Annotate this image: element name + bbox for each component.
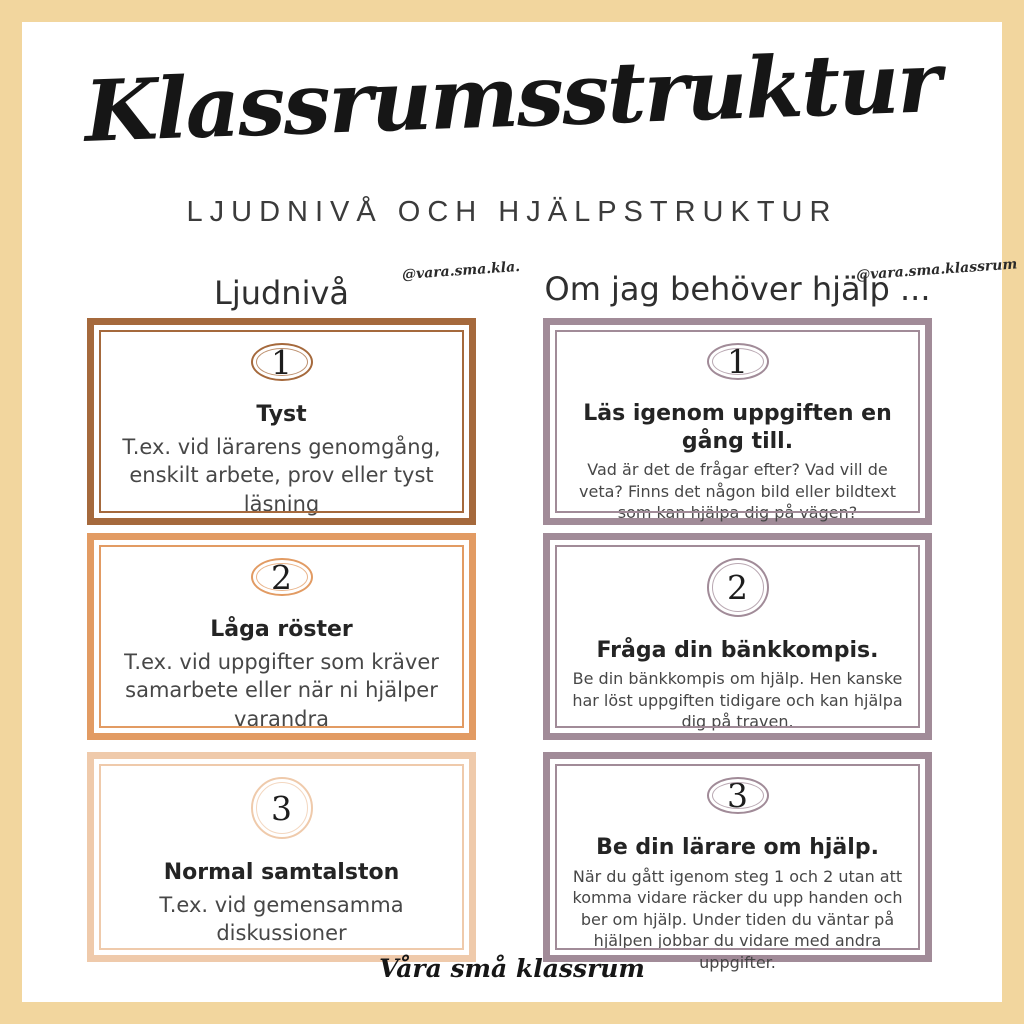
card-title: Läs igenom uppgiften en gång till. [583,401,892,454]
step-number-circle [707,777,769,814]
card-ljudniva-2 [87,533,476,740]
step-number: 3 [727,776,748,815]
step-number-circle [251,777,313,839]
step-number-circle [707,558,769,617]
column-header-hjalp: Om jag behöver hjälp ... [544,270,931,308]
footer-brand: Våra små klassrum [379,954,645,983]
page-title: Klassrumsstruktur [82,32,942,161]
card-title: Be din lärare om hjälp. [596,835,879,860]
step-number: 2 [727,567,748,607]
card-ljudniva-3 [87,752,476,962]
step-number: 2 [271,557,292,597]
card-body: Vad är det de frågar efter? Vad vill de veta? Finns det någon bild eller bildtext som kan hjälpa dig på vägen? [579,460,896,523]
step-number: 3 [271,788,292,828]
step-number-circle [251,558,313,596]
step-number-circle [251,343,313,381]
page-subtitle: LJUDNIVÅ OCH HJÄLPSTRUKTUR [186,196,838,228]
step-number: 1 [271,342,292,382]
card-body: T.ex. vid gemensamma diskussioner [159,892,404,945]
card-hjalp-2 [543,533,932,740]
card-hjalp-3 [543,752,932,972]
card-title: Normal samtalston [163,860,400,885]
card-title: Tyst [256,402,307,428]
card-body: När du gått igenom steg 1 och 2 utan att komma vidare räcker du upp handen och ber om hjälp. Under tiden du väntar på hjälpen jobbar du vidare med andra uppgifter. [572,866,903,972]
step-number-circle [707,343,769,380]
card-body: T.ex. vid uppgifter som kräver samarbete eller när ni hjälper varandra [124,649,439,731]
card-hjalp-1 [543,318,932,525]
watermark-left: @vara.sma.kla. [401,258,521,284]
card-body: T.ex. vid lärarens genomgång, enskilt arbete, prov eller tyst läsning [122,434,441,516]
card-title: Fråga din bänkkompis. [596,637,879,663]
card-body: Be din bänkkompis om hjälp. Hen kanske har löst uppgiften tidigare och kan hjälpa dig på traven. [572,669,903,732]
card-ljudniva-1 [87,318,476,525]
card-title: Låga röster [210,617,353,643]
column-header-ljudniva: Ljudnivå [213,274,350,312]
step-number: 1 [727,342,748,381]
watermark-right: @vara.sma.klassrum [855,256,1018,284]
